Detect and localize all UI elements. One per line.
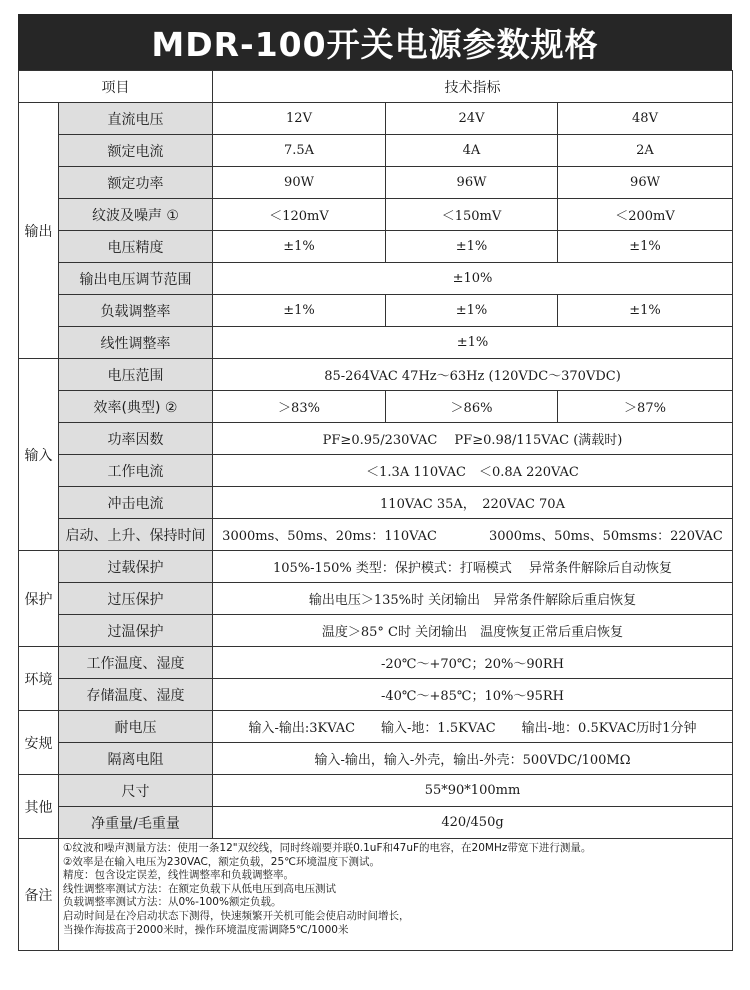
table-row [19,199,733,231]
row-label: 耐电压 [59,711,213,743]
table-row [19,679,733,711]
table-row [19,135,733,167]
row-label: 启动、上升、保持时间 [59,519,213,551]
cell-value: ±1% [558,231,733,263]
cell-value: ±1% [386,231,558,263]
cell-value: 温度＞85° C时 关闭输出 温度恢复正常后重启恢复 [213,615,733,647]
cell-value: 110VAC 35A， 220VAC 70A [213,487,733,519]
table-row [19,807,733,839]
row-label: 电压精度 [59,231,213,263]
table-row [19,647,733,679]
cell-value: 420/450g [213,807,733,839]
group-env: 环境 [19,647,59,711]
cell-value: 3000ms、50ms、20ms：110VAC 3000ms、50ms、50msms：220VAC [213,519,733,551]
row-label: 功率因数 [59,423,213,455]
cell-value: 输出电压＞135%时 关闭输出 异常条件解除后重启恢复 [213,583,733,615]
cell-value: ＞83% [213,391,386,423]
note-line: ①纹波和噪声测量方法：使用一条12"双绞线，同时终端要并联0.1uF和47uF的电容，在20MHz带宽下进行测量。 [63,842,592,854]
cell-value: 96W [558,167,733,199]
cell-value: ±10% [213,263,733,295]
row-label: 输出电压调节范围 [59,263,213,295]
notes-row [19,839,733,951]
note-line: 负载调整率测试方法：从0%-100%额定负载。 [63,896,282,909]
cell-value: 2A [558,135,733,167]
cell-value: 85-264VAC 47Hz～63Hz (120VDC～370VDC) [213,359,733,391]
table-row [19,231,733,263]
cell-value: ＞87% [558,391,733,423]
cell-value: ＞86% [386,391,558,423]
cell-value: 96W [386,167,558,199]
row-label: 额定电流 [59,135,213,167]
spec-table [18,70,733,951]
cell-value: ±1% [386,295,558,327]
row-label: 直流电压 [59,103,213,135]
table-row [19,743,733,775]
note-line: 当操作海拔高于2000米时，操作环境温度需调降5℃/1000米 [63,923,349,936]
page-title: MDR-100开关电源参数规格 [18,14,732,70]
cell-value: 105%-150% 类型：保护模式：打嗝模式 异常条件解除后自动恢复 [213,551,733,583]
cell-value: 90W [213,167,386,199]
row-label: 额定功率 [59,167,213,199]
table-row [19,263,733,295]
group-safety: 安规 [19,711,59,775]
group-other: 其他 [19,775,59,839]
cell-value: 7.5A [213,135,386,167]
table-row [19,423,733,455]
header-item: 项目 [19,71,213,103]
row-label: 隔离电阻 [59,743,213,775]
table-row [19,519,733,551]
cell-value: -40℃～+85℃；10%～95RH [213,679,733,711]
row-label: 线性调整率 [59,327,213,359]
row-label: 纹波及噪声 ① [59,199,213,231]
cell-value: 48V [558,103,733,135]
note-line: 线性调整率测试方法：在额定负载下从低电压到高电压测试 [63,882,336,895]
row-label: 负载调整率 [59,295,213,327]
row-label: 效率(典型) ② [59,391,213,423]
cell-value: ±1% [558,295,733,327]
table-row [19,551,733,583]
cell-value: 4A [386,135,558,167]
row-label: 过压保护 [59,583,213,615]
table-row [19,455,733,487]
cell-value: 55*90*100mm [213,775,733,807]
cell-value: ±1% [213,231,386,263]
row-label: 工作电流 [59,455,213,487]
row-label: 净重量/毛重量 [59,807,213,839]
group-input: 输入 [19,359,59,551]
row-label: 电压范围 [59,359,213,391]
table-row [19,711,733,743]
group-output: 输出 [19,103,59,359]
row-label: 过载保护 [59,551,213,583]
note-line: ②效率是在输入电压为230VAC，额定负载，25℃环境温度下测试。 [63,855,380,868]
table-row [19,327,733,359]
header-spec: 技术指标 [213,71,733,103]
row-label: 冲击电流 [59,487,213,519]
cell-value: ±1% [213,327,733,359]
table-row [19,487,733,519]
cell-value: 输入-输出，输入-外壳，输出-外壳：500VDC/100MΩ [213,743,733,775]
row-label: 存储温度、湿度 [59,679,213,711]
cell-value: 12V [213,103,386,135]
table-row [19,359,733,391]
row-label: 工作温度、湿度 [59,647,213,679]
table-row [19,583,733,615]
group-protect: 保护 [19,551,59,647]
notes-cell [59,839,733,951]
cell-value: ＜200mV [558,199,733,231]
note-line: 精度：包含设定误差，线性调整率和负载调整率。 [63,869,294,882]
cell-value: ＜150mV [386,199,558,231]
cell-value: PF≥0.95/230VAC PF≥0.98/115VAC (满载时) [213,423,733,455]
cell-value: ＜1.3A 110VAC ＜0.8A 220VAC [213,455,733,487]
cell-value: 24V [386,103,558,135]
cell-value: -20℃～+70℃；20%～90RH [213,647,733,679]
cell-value: 输入-输出:3KVAC 输入-地：1.5KVAC 输出-地：0.5KVAC历时1分钟 [213,711,733,743]
group-note: 备注 [19,839,59,951]
table-row [19,103,733,135]
note-line: 启动时间是在冷启动状态下测得，快速频繁开关机可能会使启动时间增长， [63,909,410,922]
table-row [19,391,733,423]
cell-value: ＜120mV [213,199,386,231]
table-row [19,775,733,807]
table-row [19,615,733,647]
table-row [19,295,733,327]
table-row [19,167,733,199]
row-label: 尺寸 [59,775,213,807]
cell-value: ±1% [213,295,386,327]
table-header-row [19,71,733,103]
row-label: 过温保护 [59,615,213,647]
